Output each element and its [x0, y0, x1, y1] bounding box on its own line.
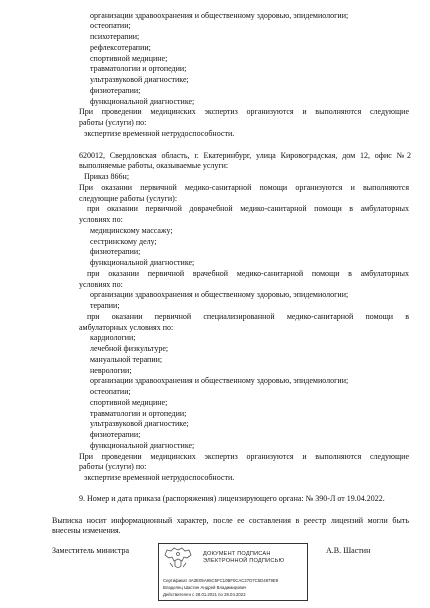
- text-line: остеопатии;: [90, 21, 131, 30]
- signer-position: Заместитель министра: [52, 546, 129, 555]
- text-line: организации здравоохранения и общественному здоровью, эпидемиологии;: [90, 11, 349, 20]
- text-line: работы (услуги) по:: [79, 118, 147, 127]
- stamp-valid: Действителен с 28.01.2021 по 28.04.2022: [163, 592, 246, 597]
- text-line: физиотерапии;: [90, 86, 141, 95]
- text-line: организации здравоохранения и общественному здоровью, эпидемиологии;: [90, 290, 349, 299]
- text-line: амбулаторных условиях по:: [79, 323, 174, 332]
- text-line: сестринскому делу;: [90, 237, 157, 246]
- text-line: рефлексотерапии;: [90, 43, 151, 52]
- text-line: организации здравоохранения и общественному здоровью, эпидемиологии;: [90, 376, 349, 385]
- text-line: экспертизе временной нетрудоспособности.: [84, 473, 235, 482]
- coat-of-arms-icon: [161, 546, 195, 572]
- text-line: ультразвуковой диагностике;: [90, 75, 189, 84]
- text-line: работы (услуги) по:: [79, 462, 147, 471]
- text-line: неврологии;: [90, 366, 132, 375]
- text-line: остеопатии;: [90, 387, 131, 396]
- text-line: 9. Номер и дата приказа (распоряжения) лицензирующего органа: № 390-Л от 19.04.2022.: [79, 494, 385, 503]
- text-line: медицинскому массажу;: [90, 226, 173, 235]
- text-line: кардиологии;: [90, 333, 136, 342]
- text-line: травматологии и ортопедии;: [90, 409, 187, 418]
- text-line: физиотерапии;: [90, 430, 141, 439]
- stamp-title-line2: ЭЛЕКТРОННОЙ ПОДПИСЬЮ: [203, 558, 285, 564]
- text-line: при оказании первичной доврачебной медико-санитарной помощи в амбулаторных: [87, 204, 409, 213]
- text-line: 620012, Свердловская область, г. Екатеринбург, улица Кировоградская, дом 12, офис №2: [79, 151, 411, 160]
- text-line: внесены изменения.: [52, 526, 121, 535]
- text-line: функциональной диагностике;: [90, 258, 195, 267]
- text-line: выполняемые работы, оказываемые услуги:: [79, 161, 229, 170]
- text-line: функциональной диагностике;: [90, 441, 195, 450]
- text-line: спортивной медицине;: [90, 398, 168, 407]
- text-line: При проведении медицинских экспертиз организуются и выполняются следующие: [79, 107, 409, 116]
- text-line: мануальной терапии;: [90, 355, 163, 364]
- text-line: ультразвуковой диагностике;: [90, 419, 189, 428]
- electronic-signature-stamp: [158, 543, 308, 601]
- stamp-certificate: Сертификат 4A3E05A95C5FC10BF0CAC27D7C5D4879E9: [163, 578, 279, 583]
- text-line: условиях по:: [79, 215, 123, 224]
- text-line: условиях по:: [79, 280, 123, 289]
- text-line: При оказании первичной медико-санитарной помощи организуются и выполняются: [79, 183, 409, 192]
- text-line: терапии;: [90, 301, 120, 310]
- text-line: физиотерапии;: [90, 247, 141, 256]
- text-line: психотерапии;: [90, 32, 140, 41]
- text-line: спортивной медицине;: [90, 54, 168, 63]
- text-line: травматологии и ортопедии;: [90, 64, 187, 73]
- text-line: Приказ 866н;: [84, 172, 130, 181]
- text-line: Выписка носит информационный характер, после ее составления в реестр лицензий могли быть: [52, 516, 409, 525]
- text-line: при оказании первичной врачебной медико-санитарной помощи в амбулаторных: [87, 269, 409, 278]
- stamp-title-line1: ДОКУМЕНТ ПОДПИСАН: [203, 551, 271, 557]
- text-line: При проведении медицинских экспертиз организуются и выполняются следующие: [79, 452, 409, 461]
- signer-name: А.В. Шастин: [326, 546, 371, 555]
- text-line: функциональной диагностике;: [90, 97, 195, 106]
- text-line: лечебной физкультуре;: [90, 344, 169, 353]
- text-line: экспертизе временной нетрудоспособности.: [84, 129, 235, 138]
- text-line: следующие работы (услуги):: [79, 194, 178, 203]
- text-line: при оказании первичной специализированной медико-санитарной помощи в: [87, 312, 409, 321]
- stamp-owner: Владелец Шастин Андрей Владимирович: [163, 585, 247, 590]
